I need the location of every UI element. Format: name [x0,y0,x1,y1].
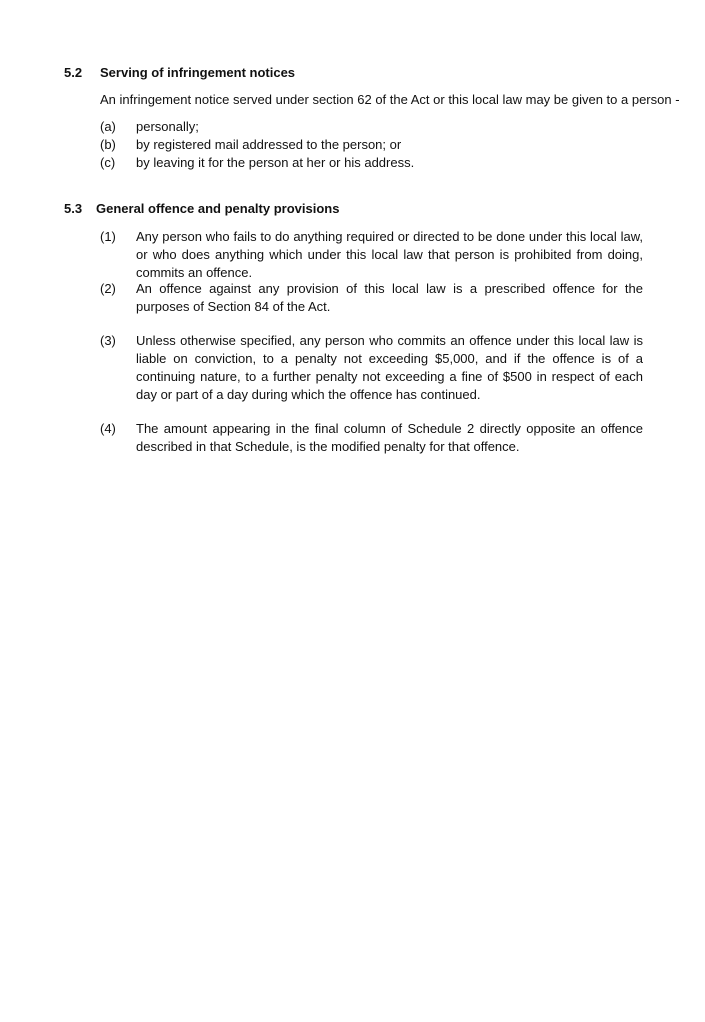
section-number: 5.3 [64,201,83,216]
list-item-text: personally; [136,119,199,134]
list-item-label: (b) [100,137,116,152]
clause-label: (4) [100,421,116,436]
clause-label: (1) [100,229,116,244]
section-number: 5.2 [64,65,83,80]
section-title: General offence and penalty provisions [96,201,340,216]
clause-text: Any person who fails to do anything required or directed to be done under this local law, or who does anything which under this local law that person is prohibited from doing, commits an offence. [136,229,643,280]
section-5-2-intro: An infringement notice served under section 62 of the Act or this local law may be given to a person - [100,92,680,107]
clause-text: Unless otherwise specified, any person who commits an offence under this local law is liable on conviction, to a penalty not exceeding $5,000, and if the offence is of a continuing nature, to a further penalty not exceeding a fine of $500 in respect of each day or part of a day during which the offence has continued. [136,333,643,402]
clause-text: An offence against any provision of this local law is a prescribed offence for the purposes of Section 84 of the Act. [136,281,643,314]
clause-text: The amount appearing in the final column of Schedule 2 directly opposite an offence described in that Schedule, is the modified penalty for that offence. [136,421,643,454]
list-item-label: (a) [100,119,116,134]
list-item-label: (c) [100,155,116,170]
list-item-text: by registered mail addressed to the person; or [136,137,402,152]
clause-label: (3) [100,333,116,348]
section-title: Serving of infringement notices [100,65,296,80]
clause-label: (2) [100,281,116,296]
list-item-text: by leaving it for the person at her or his address. [136,155,415,170]
